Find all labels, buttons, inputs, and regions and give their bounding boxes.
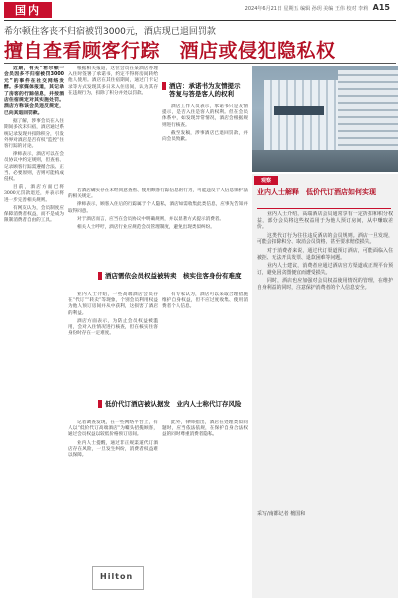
section-2-paragraph: 酒店方面表示，为防止会员权益被滥用，会对入住情况进行核查，但在核实住客身份时存在一定难度。	[68, 318, 158, 337]
mid-paragraph: 律师表示，顾客入住后的行踪属于个人隐私，酒店如需收集此类信息，应事先告知并取得同意。	[68, 202, 248, 214]
subheadline: 希尔顿住客丧不归宿被罚3000元，酒店现已退回罚款	[4, 27, 216, 37]
sidebar-tag: 观察	[254, 176, 278, 185]
mid-paragraph: 若酒店确实存在未经同意查看、使用顾客行踪信息的行为，可能违反个人信息保护法的相关规定。	[68, 188, 248, 200]
lead-paragraph: 近期，有关“希尔顿一会员因多不归宿被罚3000元”的事件在社交网络发酵。多家媒体报道，其记录了房客的行踪信息，并按酒店住宿规定对其实施处罚。酒店方称该会员违反规定，已向其退回罚款。	[4, 66, 64, 116]
section-1-column	[68, 66, 158, 186]
hilton-logo-text: Hilton	[100, 572, 134, 581]
section-1-paragraph: 酒店工作人员表示，承诺书只是友情提示，是否入住是客人的权利。但在会员体系中，如发现异常情况，酒店会根据规则进行核查。	[162, 104, 248, 128]
section-3-heading	[98, 400, 248, 408]
section-1-heading	[162, 82, 248, 98]
section-2-paragraph: 有专家认为，酒店可以采取合理措施维护自身权益，但不应过度收集、使用消费者个人信息。	[162, 292, 248, 310]
mid-paragraph: 相关人士呼吁，酒店行业应规范会员管理制度，避免出现类似纠纷。	[77, 225, 215, 231]
sidebar-rule	[257, 208, 391, 209]
section-3-title: 低价代订酒店被认据发 业内人士称代订存风险	[105, 400, 242, 408]
section-marker	[162, 82, 166, 90]
section-3-paragraph: 记者调查发现，在一些网络平台上，有人以“低价代订高端酒店”为噱头招揽顾客，通过会员权益以较低价格预订房间。	[68, 420, 158, 438]
sidebar-title: 业内人士解释 低价代订酒店如何实现	[257, 188, 376, 196]
left-column	[4, 66, 64, 596]
hotel-photo	[252, 66, 398, 172]
sidebar-paragraph: 这类代订行为往往违反酒店的会员规则。酒店一旦发现，可能会扣除积分、取消会员资格，甚至要求赔偿损失。	[257, 232, 393, 246]
hotel-sign	[274, 106, 324, 115]
section-tag: 国内	[4, 2, 52, 18]
sidebar-body	[257, 211, 393, 501]
date-editor-line: 2024年6月21日 星期五 编辑 孙玥 美编 王伟 校对 李莉	[244, 6, 369, 12]
sidebar-paragraph: 业内人士建议，消费者应通过酒店官方渠道或正规平台预订，避免因贪图便宜而遭受损失。	[257, 263, 393, 276]
sidebar-commentary	[252, 174, 398, 598]
section-2-heading	[98, 272, 248, 280]
sidebar-paragraph: 同时，酒店也应加强对会员权益使用情况的管理，在维护自身利益的同时，注意保护消费者的个人信息安全。	[257, 278, 393, 291]
street-foreground	[252, 150, 398, 172]
sidebar-paragraph: 业内人士介绍，高端酒店会员通常享有一定折扣和积分权益，部分会员将这些权益用于为他人预订房间，从中赚取差价。	[257, 211, 393, 231]
left-paragraph: 目前，酒店方面已将3000元罚款退还，并表示将进一步完善相关规则。	[4, 185, 64, 203]
left-paragraph: 据了解，涉事会员在入住期间多次未归宿，酒店通过系统记录发现并扣除积分，引发外界对酒店是否有权“监控”住客行踪的讨论。	[4, 119, 64, 150]
top-rule	[4, 20, 396, 21]
section-2-title: 酒店需依会员权益被转卖 核实住客身份有难度	[105, 272, 242, 280]
section-2-paragraph: 业内人士介绍，一些高端酒店会员存在“代订”“转卖”等现象，个别会员利用权益为他人预订房间并从中获利，这损害了酒店的利益。	[68, 292, 158, 316]
left-paragraph: 有网友认为，会员制度应保障消费者权益，而不是成为限制消费者自由的工具。	[4, 205, 64, 224]
section-3-paragraph: 此外，律师指出，酒店在处理类似问题时，应当依法依规，在保护自身合法权益的同时尊重消费者隐私。	[162, 420, 248, 438]
section-2-column-2	[162, 292, 248, 396]
section-1-title: 酒店：承诺书为友情提示 答复与答是客人的权利	[169, 82, 247, 98]
section-2-column	[68, 292, 158, 396]
page-number: A15	[372, 3, 390, 12]
section-marker	[98, 400, 102, 408]
mid-column-upper	[68, 188, 248, 270]
page-meta	[200, 3, 390, 12]
mid-paragraph: 对于酒店而言，应当在会员协议中明确规则，并以显著方式提示消费者。	[77, 216, 225, 222]
section-marker	[98, 272, 102, 280]
headline-rule	[4, 63, 396, 64]
section-3-column-2	[162, 420, 248, 596]
headline: 擅自查看顾客行踪 酒店或侵犯隐私权	[4, 40, 336, 62]
section-1-paragraph: 根据相关报道，这位会员在某酒店办理入住时签署了承诺书，约定不得将房间转给他人使用。酒店在其住宿期间，通过门卡记录等方式发现其多日未入住房间，认为其存在违规行为，扣除了积分并处以罚款。	[68, 66, 158, 96]
left-paragraph: 律师表示，酒店可以在会员协议中约定规则，但查看、记录顾客行踪需遵循合法、正当、必要原则，否则可能构成侵权。	[4, 152, 64, 183]
section-3-paragraph: 业内人士提醒，通过非正规渠道代订酒店存在风险，一旦发生纠纷，消费者权益难以保障。	[68, 440, 158, 459]
sidebar-paragraph: 对于消费者来说，通过代订渠道预订酒店，可能面临入住被拒、无法开具发票、退款困难等问题。	[257, 247, 393, 261]
sidebar-byline: 采写/南都记者 檀国和	[257, 511, 306, 517]
section-1-paragraph: 截至发稿，涉事酒店已退回罚款，并向会员致歉。	[162, 130, 248, 143]
